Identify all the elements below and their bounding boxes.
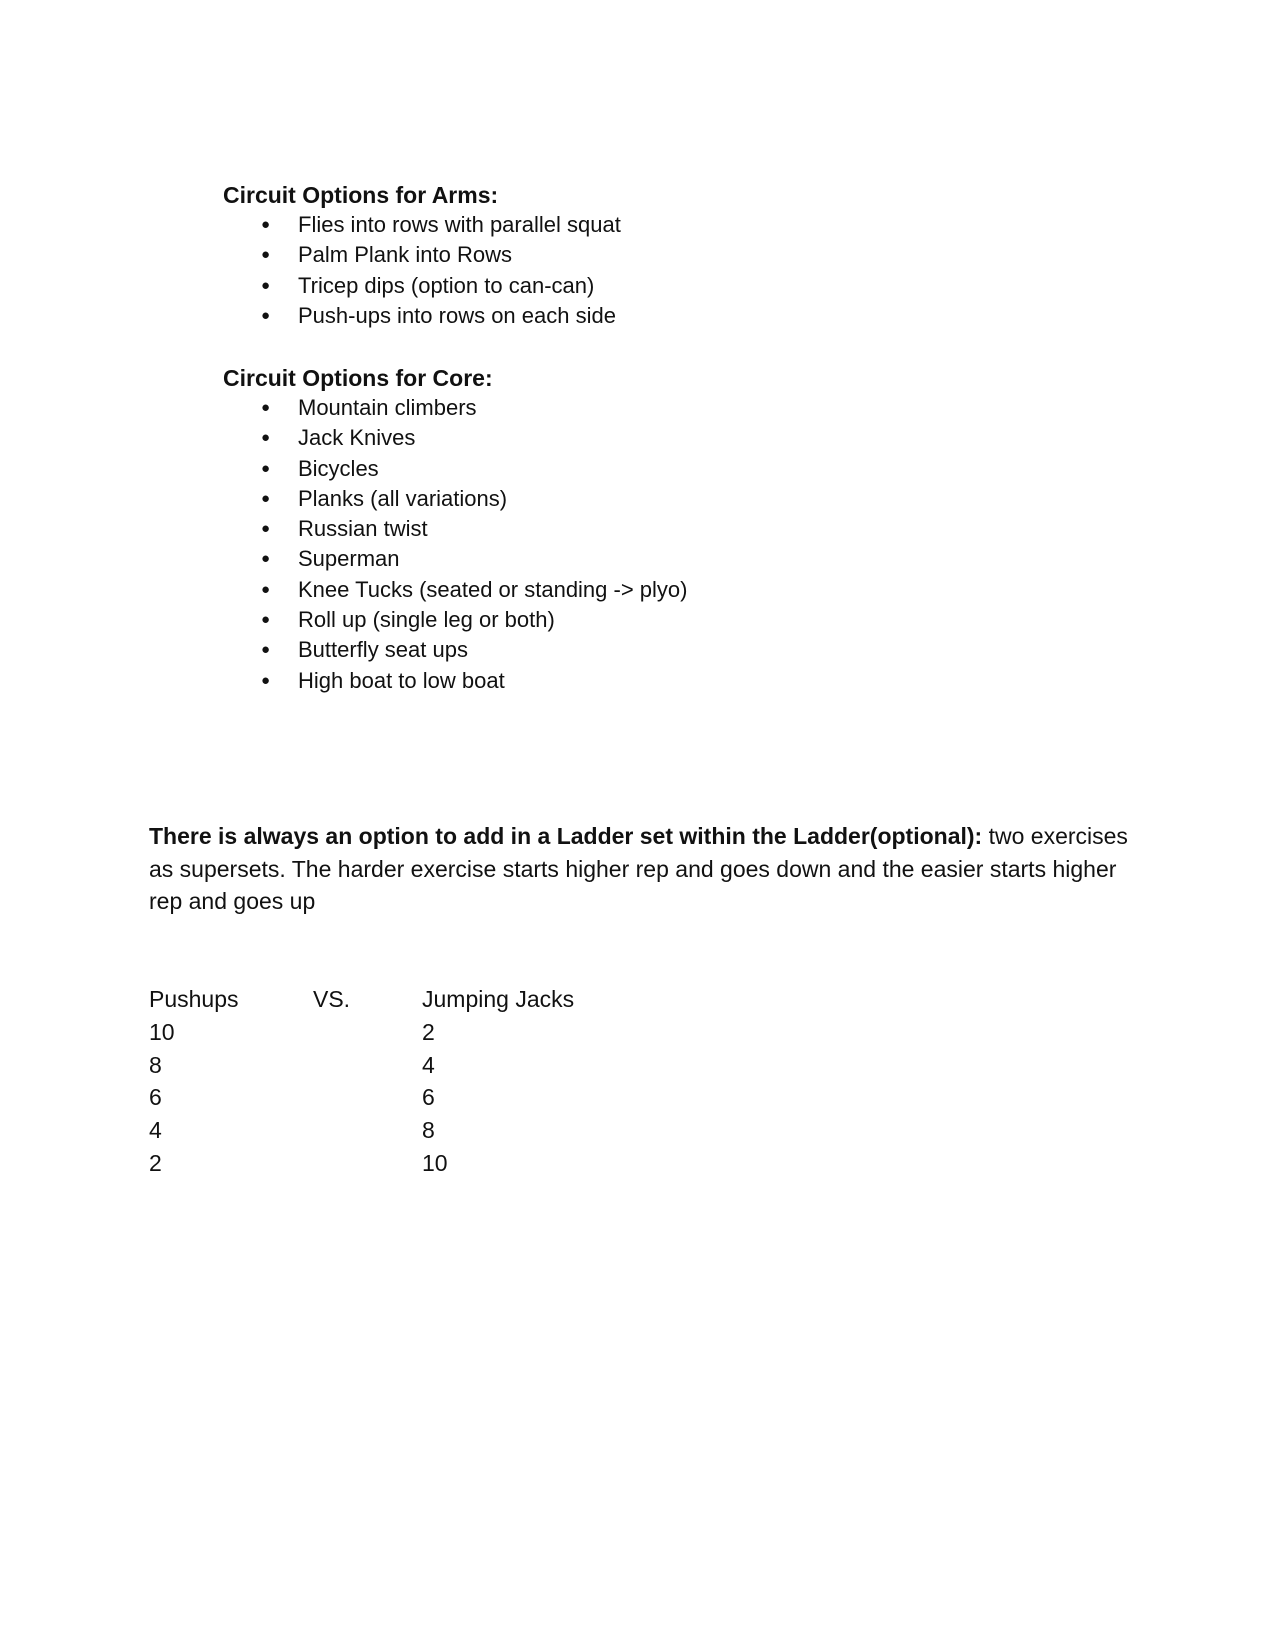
table-row (149, 1147, 622, 1180)
list-item: ● High boat to low boat (223, 666, 688, 696)
vs-cell (313, 1114, 422, 1147)
vs-cell (313, 1081, 422, 1114)
ladder-intro-text: two exercises as supersets. The harder exercise starts higher rep and goes down and the easier starts higher rep and goes up (149, 823, 1128, 914)
pushups-cell: 8 (149, 1051, 162, 1078)
list-item: ● Flies into rows with parallel squat (223, 210, 621, 240)
list-item: ● Tricep dips (option to can-can) (223, 271, 621, 301)
header-pushups: Pushups (149, 986, 239, 1012)
core-list (223, 393, 688, 696)
pushups-cell: 2 (149, 1149, 162, 1176)
pushups-cell: 6 (149, 1084, 162, 1111)
list-item: ● Push-ups into rows on each side (223, 301, 621, 331)
ladder-intro-bold: There is always an option to add in a Ladder set within the Ladder(optional): (149, 823, 983, 849)
table-row (149, 1016, 622, 1049)
list-item: ● Knee Tucks (seated or standing -> plyo) (223, 575, 688, 605)
list-item: ● Jack Knives (223, 423, 688, 453)
core-title: Circuit Options for Core: (223, 365, 493, 391)
list-item: ● Roll up (single leg or both) (223, 605, 688, 635)
arms-list (223, 210, 621, 331)
list-item: ● Superman (223, 544, 688, 574)
list-item: ● Butterfly seat ups (223, 635, 688, 665)
ladder-description (149, 820, 1129, 918)
jumping-jacks-cell: 2 (422, 1018, 435, 1045)
arms-section (223, 180, 621, 331)
pushups-cell: 10 (149, 1018, 175, 1045)
list-item: ● Bicycles (223, 454, 688, 484)
pushups-cell: 4 (149, 1117, 162, 1144)
table-header-row (149, 983, 622, 1016)
table-row (149, 1114, 622, 1147)
vs-cell (313, 1016, 422, 1049)
vs-cell (313, 1147, 422, 1180)
list-item: ● Mountain climbers (223, 393, 688, 423)
arms-title: Circuit Options for Arms: (223, 182, 499, 208)
header-jumping-jacks: Jumping Jacks (422, 986, 575, 1012)
table-row (149, 1049, 622, 1082)
table-row (149, 1081, 622, 1114)
jumping-jacks-cell: 8 (422, 1117, 435, 1144)
jumping-jacks-cell: 10 (422, 1149, 448, 1176)
header-vs: VS. (313, 986, 351, 1012)
jumping-jacks-cell: 6 (422, 1084, 435, 1111)
list-item: ● Palm Plank into Rows (223, 240, 621, 270)
list-item: ● Russian twist (223, 514, 688, 544)
core-section (223, 363, 688, 696)
jumping-jacks-cell: 4 (422, 1051, 435, 1078)
vs-cell (313, 1049, 422, 1082)
ladder-table (149, 983, 622, 1180)
list-item: ● Planks (all variations) (223, 484, 688, 514)
